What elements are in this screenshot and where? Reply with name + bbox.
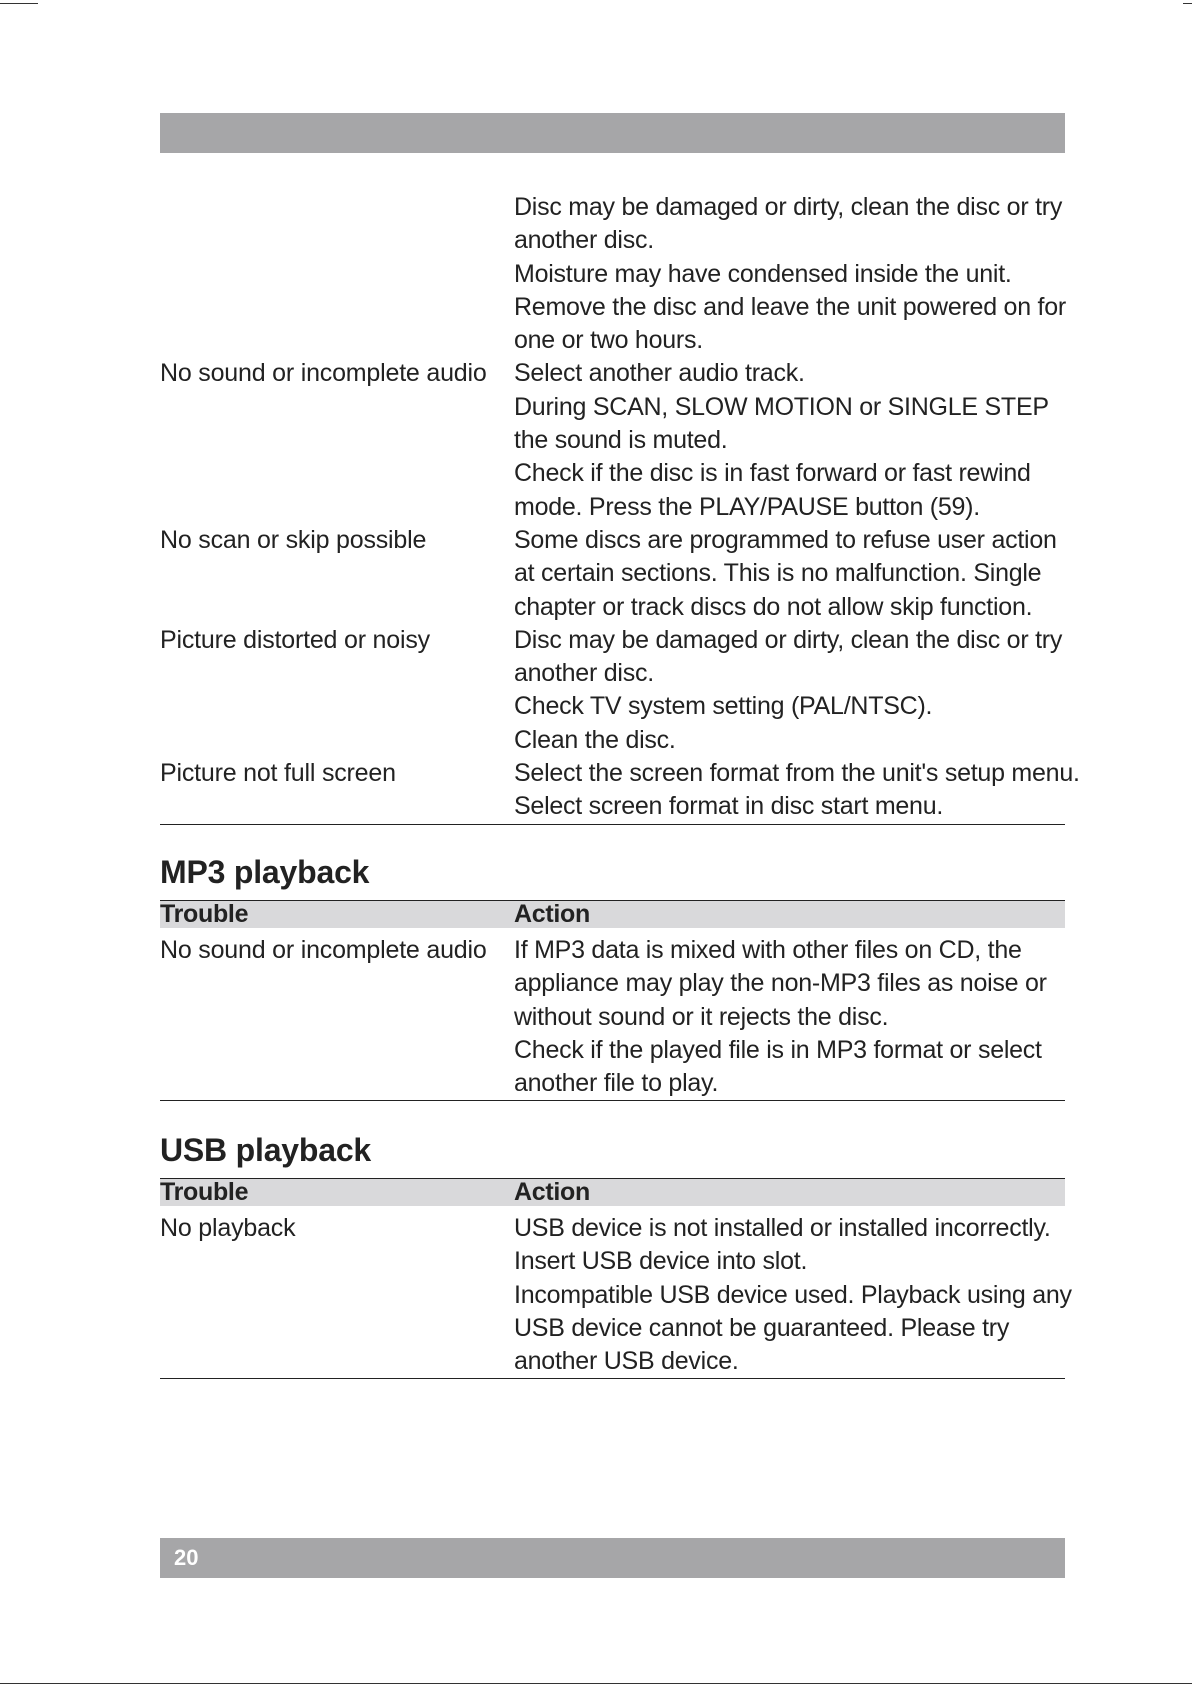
action-line: USB device cannot be guaranteed. Please try <box>514 1313 1010 1342</box>
footer-bar <box>160 1538 1065 1578</box>
action-line: the sound is muted. <box>514 426 728 455</box>
column-header-trouble: Trouble <box>160 900 249 928</box>
troubleshooting-table-disc <box>160 191 1080 825</box>
action-line: Disc may be damaged or dirty, clean the disc or try <box>514 625 1063 654</box>
trouble-cell: Picture not full screen <box>160 759 396 788</box>
action-line: Check if the played file is in MP3 format or select <box>514 1035 1042 1064</box>
table-header <box>160 900 1065 928</box>
table-row <box>160 624 1065 757</box>
action-line: mode. Press the PLAY/PAUSE button (59). <box>514 492 980 521</box>
table-body <box>160 934 1065 1100</box>
action-line: chapter or track discs do not allow skip function. <box>514 592 1033 621</box>
action-line: another USB device. <box>514 1347 739 1376</box>
action-line: appliance may play the non-MP3 files as noise or <box>514 969 1047 998</box>
table-row <box>160 191 1065 357</box>
table-bottom-rule <box>160 1378 1065 1379</box>
table-header <box>160 1178 1065 1206</box>
action-line: Select another audio track. <box>514 359 805 388</box>
action-line: USB device is not installed or installed incorrectly. <box>514 1214 1051 1242</box>
crop-mark <box>0 3 38 4</box>
action-line: If MP3 data is mixed with other files on CD, the <box>514 936 1022 964</box>
action-line: Select the screen format from the unit's setup menu. <box>514 759 1080 788</box>
action-line: Remove the disc and leave the unit powered on for <box>514 292 1066 321</box>
trouble-cell: Picture distorted or noisy <box>160 625 430 654</box>
table-bottom-rule <box>160 824 1065 825</box>
action-line: Clean the disc. <box>514 725 676 754</box>
table-body <box>160 1212 1072 1378</box>
action-cell <box>514 357 1065 523</box>
usb-section <box>160 1130 1072 1379</box>
action-line: Disc may be damaged or dirty, clean the disc or try <box>514 193 1063 221</box>
table-body <box>160 191 1080 824</box>
action-line: Check if the disc is in fast forward or fast rewind <box>514 459 1031 488</box>
trouble-cell: No playback <box>160 1214 296 1242</box>
action-cell <box>514 524 1065 624</box>
mp3-section <box>160 852 1065 1101</box>
column-header-action: Action <box>514 900 590 928</box>
trouble-cell: No scan or skip possible <box>160 525 427 554</box>
trouble-cell: No sound or incomplete audio <box>160 936 487 964</box>
action-line: another disc. <box>514 226 654 255</box>
action-line: Incompatible USB device used. Playback using any <box>514 1280 1072 1309</box>
action-line: Check TV system setting (PAL/NTSC). <box>514 692 933 721</box>
action-line: without sound or it rejects the disc. <box>514 1002 889 1031</box>
section-title: MP3 playback <box>160 854 370 890</box>
crop-mark <box>1183 3 1192 4</box>
action-cell <box>514 757 1080 824</box>
column-header-action: Action <box>514 1178 590 1206</box>
action-cell <box>514 624 1065 757</box>
column-header-trouble: Trouble <box>160 1178 249 1206</box>
action-cell <box>514 934 1065 1100</box>
action-line: During SCAN, SLOW MOTION or SINGLE STEP <box>514 392 1049 421</box>
table-row <box>160 357 1065 523</box>
action-line: one or two hours. <box>514 326 703 355</box>
action-line: Some discs are programmed to refuse user action <box>514 525 1057 554</box>
section-title: USB playback <box>160 1132 372 1168</box>
action-cell <box>514 1212 1072 1378</box>
table-row <box>160 934 1065 1100</box>
page-number: 20 <box>174 1545 199 1570</box>
header-bar <box>160 113 1065 153</box>
action-line: another disc. <box>514 659 654 688</box>
action-line: Select screen format in disc start menu. <box>514 792 944 821</box>
table-row <box>160 757 1080 824</box>
table-row <box>160 1212 1072 1378</box>
action-line: Moisture may have condensed inside the unit. <box>514 259 1012 288</box>
trouble-cell: No sound or incomplete audio <box>160 359 487 388</box>
action-line: Insert USB device into slot. <box>514 1247 808 1276</box>
action-line: at certain sections. This is no malfunction. Single <box>514 559 1042 588</box>
action-line: another file to play. <box>514 1069 719 1098</box>
table-row <box>160 524 1065 624</box>
table-bottom-rule <box>160 1100 1065 1101</box>
action-cell <box>514 191 1066 357</box>
crop-mark <box>0 1683 1192 1684</box>
